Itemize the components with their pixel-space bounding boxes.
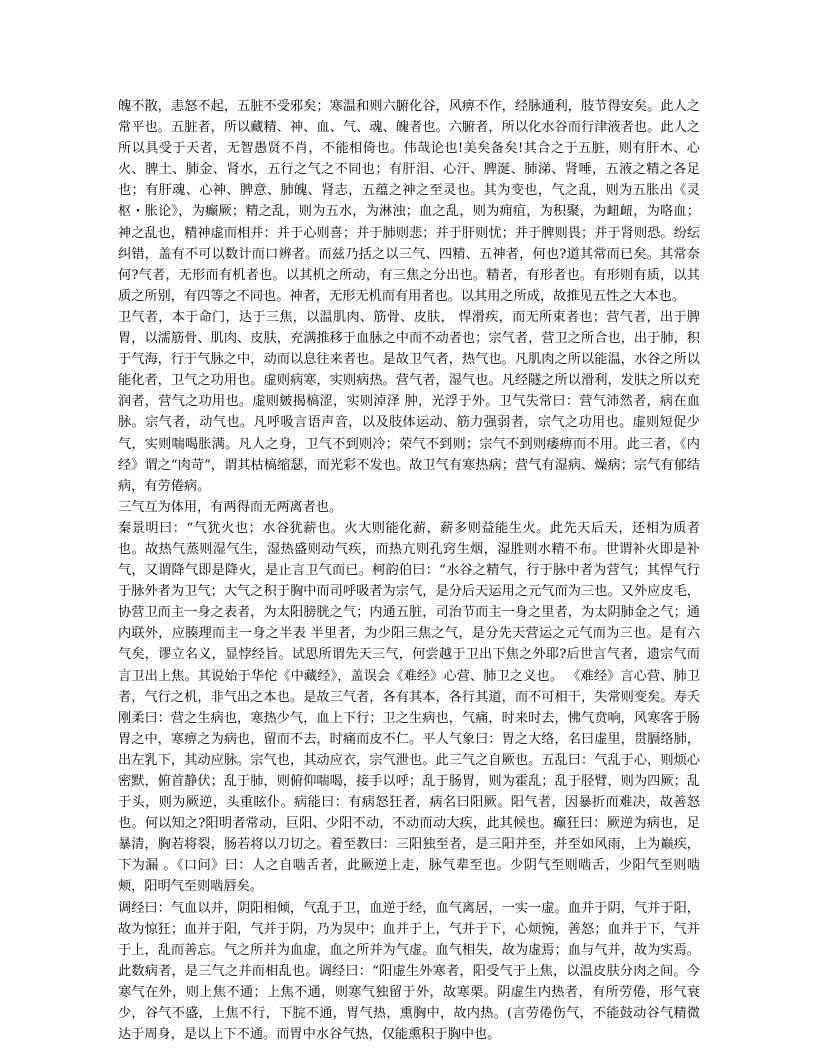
paragraph-2: 卫气者，本于命门，达于三焦，以温肌肉、筋骨、皮肤， 悍滑疾，而无所束者也；营气者，出于脾胃，以濡筋骨、肌肉、皮肤，充满推移于血脉之中而不动者也；宗气者，营卫之所合也，出于肺，积于气海，行于气脉之中，动而以息往来者也。是故卫气者，热气也。凡肌肉之所以能温，水谷之所以能化者，卫气之功用也。虚则病寒，实则病热。营气者，湿气也。凡经隧之所以滑利，发肤之所以充润者，营气之功用也。虚则皴揭槁涩，实则淖泽 肿，光浮于外。卫气失常曰：营气沛然者，病在血脉。宗气者，动气也。凡呼吸言语声音，以及肢体运动、筋力强弱者，宗气之功用也。虚则短促少气，实则喘喝胀满。凡人之身，卫气不到则冷；荣气不到则；宗气不到则痿痹而不用。此三者，《内经》谓之“肉苛”，谓其枯槁缩瑟，而光彩不发也。故卫气有寒热病；营气有湿病、燥病；宗气有郁结病，有劳倦病。 — [118, 309, 700, 494]
paragraph-1: 魄不散，恚怒不起，五脏不受邪矣；寒温和则六腑化谷，风痹不作，经脉通利，肢节得安矣。此人之常平也。五脏者，所以藏精、神、血、气、魂、魄者也。六腑者，所以化水谷而行津液者也。此人之所以具受于天者，无智愚贤不肖，不能相倚也。伟哉论也!美矣备矣!其合之于五脏，则有肝木、心火、脾土、肺金、肾水，五行之气之不同也；有肝泪、心汗、脾涎、肺涕、肾唾，五液之精之各足也；有肝魂、心神、脾意、肺魄、肾志，五蕴之神之至灵也。其为变也，气之乱，则为五胀出《灵枢・胀论》，为癫厥；精之乱，则为五水，为淋浊；血之乱，则为痈疽，为积聚，为衄衄，为咯血；神之乱也，精神虚而相并：并于心则喜；并于肺则悲；并于肝则忧；并于脾则畏；并于肾则恐。纷纭纠错，盖有不可以数计而口辨者。而兹乃括之以三气、四精、五神者，何也?道其常而已矣。其常奈何?气者，无形而有机者也。以其机之所动，有三焦之分出也。精者，有形者也。有形则有质，以其质之所别，有四等之不同也。神者，无形无机而有用者也。以其用之所成，故推见五性之大本也。 — [118, 99, 700, 304]
paragraph-4: 秦景明曰：“气犹火也；水谷犹薪也。火大则能化薪，薪多则益能生火。此先天后天，还相为质者也。故热气蒸则湿气生，湿热盛则动气疾，而热亢则孔窍生烟，湿胜则水精不布。世谓补火即是补气，又谓降气即是降火，是止言卫气而已。柯韵伯曰：“水谷之精气，行于脉中者为营气；其悍气行于脉外者为卫气；大气之积于胸中而司呼吸者为宗气，是分后天运用之元气而为三也。又外应皮毛，协营卫而主一身之表者，为太阳膀胱之气；内通五脏，司治节而主一身之里者，为太阴肺金之气；通内联外，应腠理而主一身之半表 半里者，为少阳三焦之气，是分先天营运之元气而为三也。是有六气矣，谬立名义，显悖经旨。试思所谓先天三气，何尝越于卫出下焦之外耶?后世言气者，遗宗气而言卫出上焦。其说始于华佗《中藏经》，盖误会《难经》心营、肺卫之义也。 《难经》言心营、肺卫者，气行之机，非气出之本也。是故三气者，各有其本，各行其道，而不可相干，失常则变矣。寿夭刚柔曰：营之生病也，寒热少气，血上下行；卫之生病也，气痛，时来时去，怫气贲响，风寒客于肠胃之中，寒痹之为病也，留而不去，时痛而皮不仁。平人气象曰：胃之大络，名曰虚里，贯膈络肺，出左乳下，其动应脉。宗气也，其动应衣，宗气泄也。此三气之自厥也。五乱曰：气乱于心，则烦心密默，俯首静伏；乱于肺，则俯仰喘喝，接手以呼；乱于肠胃，则为霍乱；乱于胫臂，则为四厥；乱于头，则为厥逆，头重眩仆。病能曰：有病怒狂者，病名曰阳厥。阳气者，因暴折而难决，故善怒也。何以知之?阳明者常动，巨阳、少阳不动，不动而动大疾，此其候也。癫狂曰：厥逆为病也，足暴清，胸若将裂，肠若将以刀切之。着至教曰：三阳独至者，是三阳并至，并至如风雨，上为巅疾，下为漏 。《口问》曰：人之自啮舌者，此厥逆上走，脉气辈至也。少阴气至则啮舌，少阳气至则啮颊，阳明气至则啮唇矣。 — [118, 520, 700, 895]
paragraph-5: 调经曰：气血以并，阴阳相倾，气乱于卫，血逆于经，血气离居，一实一虚。血并于阴，气并于阳，故为惊狂；血并于阳，气并于阴，乃为炅中；血并于上，气并于下，心烦惋，善怒；血并于下，气并于上，乱而善忘。气之所并为血虚，血之所并为气虚。血气相失，故为虚焉；血与气并，故为实焉。此数病者，是三气之并而相乱也。调经曰：“阳虚生外寒者，阳受气于上焦，以温皮肤分肉之间。今寒气在外，则上焦不通；上焦不通，则寒气独留于外，故寒栗。阴虚生内热者，有所劳倦，形气衰少，谷气不盛，上焦不行，下脘不通，胃气热，熏胸中，故内热。(言劳倦伤气，不能鼓动谷气精微达于周身，是以上下不通。而胃中水谷气热，仅能熏积于胸中也。 — [118, 900, 700, 1043]
document-body — [118, 96, 700, 1045]
paragraph-3: 三气互为体用，有两得而无两离者也。 — [118, 499, 343, 515]
